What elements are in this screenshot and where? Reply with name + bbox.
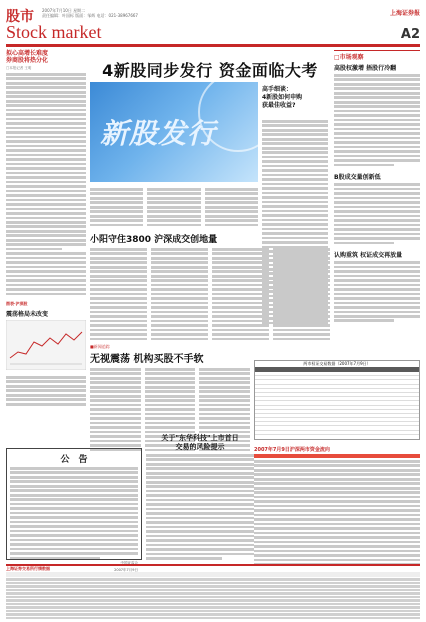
main-article-body xyxy=(90,186,258,226)
main-headline: 4新股同步发行 资金面临大考 xyxy=(102,61,318,80)
mid-article-title: 无视震荡 机构买股不手软 xyxy=(90,354,204,365)
right-column xyxy=(334,50,420,322)
left-article-title-1: 拟心高增长难度 xyxy=(6,50,49,57)
fund-flow-title: 2007年7月9日沪深两市资金流向 xyxy=(254,447,330,453)
right-article-title-2: B股成交量创新低 xyxy=(334,174,381,182)
chart-title: 震荡格局未改变 xyxy=(6,311,49,318)
left-article-title-2: 券商股将热分化 xyxy=(6,57,49,64)
notice-signature: 中国证监会 xyxy=(120,561,138,566)
sub-headline: 小阳守住3800 沪深成交创地量 xyxy=(90,235,218,245)
warrant-data-table xyxy=(254,360,420,440)
page-number: A2 xyxy=(400,27,420,42)
notice-date: 2007年7月9日 xyxy=(114,568,138,573)
risk-announcement xyxy=(146,434,254,560)
left-article-byline: □本报记者 王明 xyxy=(6,66,32,70)
chart-section-label: 图表·沪深股 xyxy=(6,301,28,306)
right-section-label: □市场观察 xyxy=(334,50,420,61)
editor-line: 责任编辑：叶国标 版面：邹辉 电话：021-38967667 xyxy=(42,13,138,18)
table-title: 两市权证交易数据（2007年7月9日） xyxy=(303,361,371,366)
section-label-en: Stock market xyxy=(6,22,102,42)
masthead-right xyxy=(390,8,420,42)
mid-article-tag: ■新闻追踪 xyxy=(90,344,110,349)
hero-image xyxy=(90,82,258,182)
paper-name: 上海证券报 xyxy=(389,10,420,17)
right-article-title-3: 认购重筑 权证成交再放量 xyxy=(334,252,403,260)
market-table-label: 上海证券交易所行情数据 xyxy=(6,566,50,571)
masthead xyxy=(6,4,420,50)
right-article-title-1: 高股权激增 捂股行冷翻 xyxy=(334,65,397,72)
fund-flow-block xyxy=(254,446,420,558)
interview-title-2: 4新股如何申购 xyxy=(262,94,303,101)
sub-article-body xyxy=(90,246,330,340)
interview-title-1: 高手细谈： xyxy=(262,86,293,93)
issue-date: 2007年7月10日 星期二 xyxy=(42,8,86,13)
masthead-info xyxy=(42,8,192,18)
market-index-chart xyxy=(6,320,86,370)
section-label: 股市 xyxy=(6,9,34,25)
market-data-table xyxy=(6,564,420,618)
notice-title: 公 告 xyxy=(60,455,88,465)
announcement-title-1: 关于"东华科技"上市首日 xyxy=(161,434,239,442)
announcement-title-2: 交易的风险提示 xyxy=(175,443,225,451)
left-article-body xyxy=(6,73,86,295)
hero-word: 新股发行 xyxy=(100,117,217,150)
market-chart-section xyxy=(6,300,86,396)
left-column-article xyxy=(6,50,86,295)
interview-title-3: 获最佳收益? xyxy=(262,102,296,109)
masthead-rule xyxy=(6,44,420,47)
